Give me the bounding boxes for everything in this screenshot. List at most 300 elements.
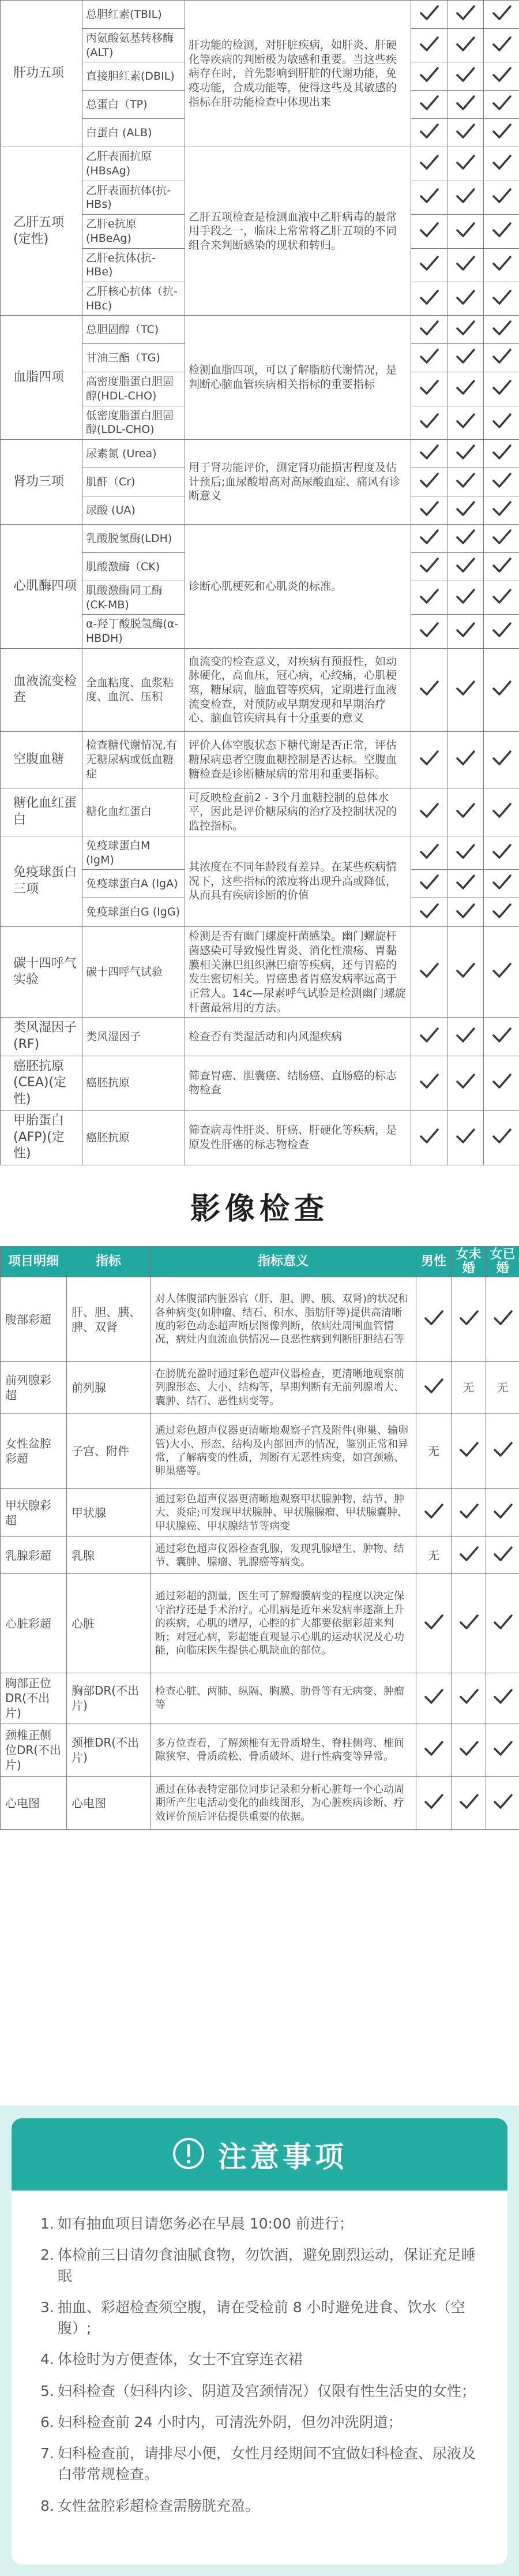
note-item — [40, 2496, 484, 2517]
check-icon — [417, 62, 441, 87]
check-icon — [453, 440, 477, 464]
lab-item: 免疫球蛋白A (IgA) — [82, 870, 185, 898]
lab-category: 心肌酶四项 — [1, 525, 82, 649]
male-check-cell — [416, 1489, 452, 1537]
imaging-row — [1, 1489, 519, 1537]
female-married-check-cell — [484, 29, 519, 62]
note-text: 如有抽血项目请您务必在早晨 10:00 前进行； — [57, 2215, 353, 2232]
imaging-item: 颈椎DR(不出片) — [67, 1723, 151, 1777]
lab-row — [1, 316, 519, 344]
male-check-cell — [416, 1723, 452, 1777]
female-married-check-cell — [484, 870, 519, 898]
imaging-category: 颈椎正侧位DR(不出片) — [1, 1723, 67, 1777]
check-icon — [490, 1124, 514, 1148]
male-check-cell — [411, 62, 447, 91]
female-unmarried-check-cell — [452, 1574, 486, 1673]
check-icon — [453, 409, 477, 433]
lab-description: 肝功能的检测，对肝脏疾病，如肝炎、肝硬化等疾病的判断极为敏感和重要。当这些疾病存在时，首先影响到肝脏的代谢功能，免疫功能，合成功能等，使得这些及其敏感的指标在肝功能检查中体现出来 — [185, 1, 411, 147]
check-icon — [417, 91, 441, 115]
header-female-married: 女已婚 — [486, 1247, 519, 1277]
lab-description: 筛查病毒性肝炎、肝癌、肝硬化等疾病，是原发性肝癌的标志物检查 — [185, 1111, 411, 1165]
female-married-check-cell — [484, 525, 519, 553]
check-icon — [490, 584, 514, 608]
lab-category: 碳十四呼气实验 — [1, 927, 82, 1018]
male-check-cell — [411, 525, 447, 553]
female-married-check-cell — [484, 282, 519, 315]
male-check-cell — [411, 788, 447, 836]
check-icon — [453, 870, 477, 894]
header-item: 指标 — [67, 1247, 151, 1277]
male-check-cell — [411, 468, 447, 496]
female-unmarried-check-cell — [447, 147, 484, 181]
imaging-description: 通过彩色超声仪器更清晰地观察甲状腺肿物、结节、肿大、炎症;可发现甲状腺肿、甲状腺腺瘤、甲状腺囊肿、甲状腺癌、甲状腺结节等病变 — [151, 1489, 416, 1537]
check-icon — [490, 496, 514, 521]
female-married-check-cell — [484, 62, 519, 91]
check-icon — [490, 344, 514, 368]
check-icon — [490, 184, 514, 208]
male-check-cell — [411, 836, 447, 869]
imaging-description: 在膀胱充盈时通过彩色超声仪器检查，更清晰地观察前列腺形态、大小、结构等，早期判断有无前列腺增大、囊肿、结石、恶性病变等。 — [151, 1362, 416, 1414]
note-number: 1. — [40, 2215, 54, 2232]
imaging-category: 甲状腺彩超 — [1, 1489, 67, 1537]
female-married-check-cell — [484, 581, 519, 615]
lab-description: 诊断心肌梗死和心肌炎的标准。 — [185, 525, 411, 649]
imaging-item: 甲状腺 — [67, 1489, 151, 1537]
female-unmarried-check-cell — [447, 344, 484, 372]
male-check-cell — [411, 248, 447, 282]
female-unmarried-check-cell — [447, 215, 484, 248]
note-number: 8. — [40, 2497, 54, 2514]
note-item — [40, 2412, 484, 2433]
check-icon — [490, 251, 514, 275]
lab-row — [1, 1, 519, 29]
check-icon — [422, 1736, 446, 1760]
male-check-cell — [411, 406, 447, 439]
female-married-check-cell — [484, 215, 519, 248]
lab-item: 总蛋白（TP) — [82, 91, 185, 119]
check-icon — [453, 618, 477, 642]
notes-card — [12, 2118, 507, 2564]
check-icon — [453, 1124, 477, 1148]
female-married-check-cell — [484, 898, 519, 927]
check-icon — [453, 1023, 477, 1047]
male-check-cell — [416, 1777, 452, 1830]
female-married-check-cell — [484, 119, 519, 147]
check-icon — [422, 1499, 446, 1523]
female-unmarried-check-cell — [447, 316, 484, 344]
female-married-check-cell — [486, 1362, 519, 1414]
male-check-cell — [411, 615, 447, 648]
female-married-check-cell — [486, 1673, 519, 1723]
check-icon — [457, 1610, 481, 1634]
female-unmarried-check-cell — [452, 1777, 486, 1830]
imaging-description: 通过在体表特定部位同步记录和分析心脏每一个心动周期所产生电活动变化的曲线图形，为心脏疾病诊断、疗效评价预后评估提供重要的依据。 — [151, 1777, 416, 1830]
imaging-row — [1, 1362, 519, 1414]
check-icon — [490, 958, 514, 982]
lab-item: 乙肝e抗原(HBeAg) — [82, 215, 185, 248]
lab-item: 白蛋白 (ALB) — [82, 119, 185, 147]
lab-item: 免疫球蛋白M (IgM) — [82, 836, 185, 869]
header-female-unmarried: 女未婚 — [452, 1247, 486, 1277]
imaging-description: 多方位查看，了解颈椎有无骨质增生、脊柱侧弯、椎间隙狭窄、骨质疏松、骨质破坏、进行性病变等异常。 — [151, 1723, 416, 1777]
lab-item: 直接胆红素(DBIL) — [82, 62, 185, 91]
imaging-item: 乳腺 — [67, 1537, 151, 1574]
imaging-description: 通过彩超的测量，医生可了解瓣膜病变的程度以决定保守治疗还是手术治疗。心肌病是近年来发病率逐渐上升的疾病，心肌的增厚，心腔的扩大都要依据彩超来判断；对冠心病，彩超能直观显示心肌的运动状况及心功能，向临床医生提供心肌缺血的部位。 — [151, 1574, 416, 1673]
check-icon — [417, 958, 441, 982]
check-icon — [453, 91, 477, 115]
check-icon — [417, 409, 441, 433]
check-icon — [457, 1499, 481, 1523]
female-married-check-cell — [484, 248, 519, 282]
lab-item: 类风湿因子 — [82, 1018, 185, 1056]
female-married-check-cell — [486, 1537, 519, 1574]
check-icon — [490, 32, 514, 56]
check-icon — [453, 525, 477, 549]
check-icon — [490, 285, 514, 309]
check-icon — [417, 1, 441, 25]
lab-item: 总胆固醇（TC) — [82, 316, 185, 344]
check-icon — [417, 496, 441, 521]
male-check-cell — [416, 1414, 452, 1489]
note-number: 2. — [40, 2246, 54, 2264]
female-married-check-cell — [484, 1111, 519, 1165]
check-icon — [491, 1736, 515, 1760]
male-check-cell — [411, 91, 447, 119]
imaging-header-row — [1, 1247, 519, 1277]
imaging-category: 女性盆腔彩超 — [1, 1414, 67, 1489]
check-icon — [453, 1069, 477, 1093]
female-unmarried-check-cell — [447, 181, 484, 214]
check-icon — [453, 676, 477, 700]
check-icon — [491, 1684, 515, 1708]
check-icon — [457, 1789, 481, 1814]
check-icon — [490, 798, 514, 822]
lab-category: 肾功三项 — [1, 440, 82, 525]
female-unmarried-check-cell — [447, 119, 484, 147]
check-icon — [457, 1437, 481, 1461]
female-unmarried-check-cell — [447, 788, 484, 836]
check-icon — [491, 1306, 515, 1330]
female-unmarried-check-cell — [452, 1489, 486, 1537]
female-married-check-cell — [484, 1, 519, 29]
note-text: 女性盆腔彩超检查需膀胱充盈。 — [57, 2497, 260, 2514]
lab-description: 评价人体空腹状态下糖代谢是否正常，评估糖尿病患者空腹血糖控制是否达标。空腹血糖检查是诊断糖尿病的常用和重要指标。 — [185, 731, 411, 788]
female-unmarried-check-cell — [447, 440, 484, 468]
check-icon — [491, 1437, 515, 1461]
male-check-cell — [411, 553, 447, 581]
lab-description: 其浓度在不同年龄段有差异。在某些疾病情况下，这些指标的浓度将出现升高或降低，从而具有疾病诊断的价值 — [185, 836, 411, 926]
lab-description: 筛查胃癌、胆囊癌、结肠癌、直肠癌的标志物检查 — [185, 1056, 411, 1111]
note-item — [40, 2381, 484, 2402]
note-item — [40, 2349, 484, 2370]
check-icon — [417, 375, 441, 399]
header-category: 项目明细 — [1, 1247, 67, 1277]
check-icon — [491, 1789, 515, 1814]
imaging-section-title: 影像检查 — [190, 1191, 329, 1227]
lab-row — [1, 788, 519, 836]
female-married-check-cell — [486, 1777, 519, 1830]
not-applicable-label: 无 — [428, 1444, 439, 1458]
female-unmarried-check-cell — [447, 731, 484, 788]
lab-row — [1, 1111, 519, 1165]
female-unmarried-check-cell — [447, 553, 484, 581]
check-icon — [490, 316, 514, 340]
check-icon — [417, 525, 441, 549]
female-unmarried-check-cell — [452, 1673, 486, 1723]
male-check-cell — [416, 1673, 452, 1723]
notes-list — [12, 2190, 507, 2517]
male-check-cell — [416, 1537, 452, 1574]
note-text: 体检前三日请勿食油腻食物，勿饮酒，避免剧烈运动，保证充足睡眠 — [57, 2246, 476, 2285]
male-check-cell — [411, 1111, 447, 1165]
female-married-check-cell — [486, 1277, 519, 1362]
lab-row — [1, 1056, 519, 1111]
imaging-row — [1, 1777, 519, 1830]
female-married-check-cell — [486, 1723, 519, 1777]
female-unmarried-check-cell — [452, 1537, 486, 1574]
check-icon — [417, 251, 441, 275]
male-check-cell — [416, 1574, 452, 1673]
check-icon — [490, 468, 514, 492]
lab-category: 血液流变检查 — [1, 648, 82, 731]
male-check-cell — [411, 898, 447, 927]
check-icon — [490, 553, 514, 577]
note-text: 妇科检查前，请排尽小便，女性月经期间不宜做妇科检查、尿液及白带常规检查。 — [57, 2445, 476, 2483]
note-text: 体检时为方便查体，女士不宜穿连衣裙 — [57, 2351, 303, 2368]
check-icon — [453, 32, 477, 56]
lab-item: 乙肝表面抗原(HBsAg) — [82, 147, 185, 181]
check-icon — [491, 1499, 515, 1523]
lab-item: 肌酐（Cr) — [82, 468, 185, 496]
check-icon — [417, 316, 441, 340]
lab-description: 检测血脂四项，可以了解脂肪代谢情况，是判断心脑血管疾病相关指标的重要指标 — [185, 316, 411, 440]
female-married-check-cell — [484, 440, 519, 468]
warning-icon — [172, 2137, 205, 2173]
lab-row — [1, 525, 519, 553]
check-icon — [453, 150, 477, 174]
check-icon — [422, 1306, 446, 1330]
check-icon — [453, 553, 477, 577]
lab-category: 空腹血糖 — [1, 731, 82, 788]
lab-description: 可反映检查前2 - 3个月血糖控制的总体水平，因此是评价糖尿病的治疗及控制状况的监控指标。 — [185, 788, 411, 836]
lab-item: 全血粘度、血浆粘度、血沉、压积 — [82, 648, 185, 731]
lab-item: 癌胚抗原 — [82, 1111, 185, 1165]
male-check-cell — [411, 1056, 447, 1111]
lab-item: 乳酸脱氢酶(LDH) — [82, 525, 185, 553]
imaging-row — [1, 1414, 519, 1489]
not-applicable-label: 无 — [497, 1380, 509, 1394]
lab-item: 乙肝表面抗体(抗-HBs) — [82, 181, 185, 214]
imaging-category: 心电图 — [1, 1777, 67, 1830]
lab-item: 肌酸激酶同工酶(CK-MB) — [82, 581, 185, 615]
lab-row — [1, 1018, 519, 1056]
check-icon — [457, 1542, 481, 1566]
lab-item: 尿酸 (UA) — [82, 496, 185, 525]
female-married-check-cell — [484, 91, 519, 119]
lab-item: 糖化血红蛋白 — [82, 788, 185, 836]
note-text: 抽血、彩超检查须空腹，请在受检前 8 小时避免进食、饮水（空腹）; — [57, 2298, 465, 2336]
check-icon — [491, 1542, 515, 1566]
check-icon — [417, 1069, 441, 1093]
check-icon — [490, 839, 514, 863]
imaging-description: 检查心脏、两肺、纵隔、胸膜、肋骨等有无病变、肿瘤等 — [151, 1673, 416, 1723]
male-check-cell — [411, 927, 447, 1018]
check-icon — [453, 184, 477, 208]
female-married-check-cell — [484, 181, 519, 214]
check-icon — [490, 525, 514, 549]
note-number: 7. — [40, 2445, 54, 2462]
check-icon — [491, 1610, 515, 1634]
check-icon — [490, 618, 514, 642]
check-icon — [457, 1736, 481, 1760]
female-married-check-cell — [484, 406, 519, 439]
female-unmarried-check-cell — [447, 372, 484, 406]
check-icon — [490, 676, 514, 700]
check-icon — [417, 553, 441, 577]
male-check-cell — [416, 1277, 452, 1362]
lab-row — [1, 836, 519, 869]
check-icon — [422, 1610, 446, 1634]
check-icon — [453, 584, 477, 608]
female-married-check-cell — [484, 1056, 519, 1111]
not-applicable-label: 无 — [428, 1548, 439, 1562]
imaging-description: 通过彩色超声仪器更清晰地观察子宫及附件(卵巢、输卵管)大小、形态、结构及内部回声的情况，鉴别正常和异常，了解病变的性质，判断有无恶性病变，如宫颈癌、卵巢癌等。 — [151, 1414, 416, 1489]
header-male: 男性 — [416, 1247, 452, 1277]
check-icon — [490, 375, 514, 399]
lab-item: 总胆红素(TBIL) — [82, 1, 185, 29]
check-icon — [490, 899, 514, 923]
check-icon — [453, 119, 477, 143]
female-married-check-cell — [484, 316, 519, 344]
check-icon — [417, 150, 441, 174]
check-icon — [417, 870, 441, 894]
lab-description: 乙肝五项检查是检测血液中乙肝病毒的最常用手段之一，临床上常常将乙肝五项的不同组合来判断感染的现状和转归。 — [185, 147, 411, 316]
female-married-check-cell — [484, 731, 519, 788]
note-number: 3. — [40, 2298, 54, 2316]
check-icon — [453, 839, 477, 863]
lab-item: 甘油三酯（TG) — [82, 344, 185, 372]
check-icon — [453, 798, 477, 822]
female-married-check-cell — [484, 615, 519, 648]
check-icon — [453, 468, 477, 492]
female-married-check-cell — [484, 1018, 519, 1056]
lab-category: 血脂四项 — [1, 316, 82, 440]
check-icon — [417, 1023, 441, 1047]
lab-item: 尿素氮 (Urea) — [82, 440, 185, 468]
female-married-check-cell — [484, 648, 519, 731]
lab-category: 肝功五项 — [1, 1, 82, 147]
female-married-check-cell — [484, 553, 519, 581]
check-icon — [417, 184, 441, 208]
female-unmarried-check-cell — [452, 1414, 486, 1489]
female-unmarried-check-cell — [447, 870, 484, 898]
lab-item: 免疫球蛋白G (IgG) — [82, 898, 185, 927]
imaging-table — [0, 1246, 519, 1830]
check-icon — [453, 375, 477, 399]
lab-description: 检查否有类湿活动和内风湿疾病 — [185, 1018, 411, 1056]
female-married-check-cell — [486, 1574, 519, 1673]
check-icon — [453, 218, 477, 242]
imaging-description: 对人体腹部内脏器官（肝、胆、脾、胰、双肾)的状况和各种病变(如肿瘤、结石、积水、脂肪肝等)提供高清晰度的彩色动态超声断层图像判断，依病灶周围血管情况，病灶内血流血供情况—良恶性病到判断肝胆结石等 — [151, 1277, 416, 1362]
check-icon — [417, 798, 441, 822]
female-unmarried-check-cell — [447, 927, 484, 1018]
female-married-check-cell — [484, 344, 519, 372]
check-icon — [453, 899, 477, 923]
check-icon — [422, 1374, 446, 1398]
check-icon — [453, 316, 477, 340]
check-icon — [490, 119, 514, 143]
lab-item: 癌胚抗原 — [82, 1056, 185, 1111]
check-icon — [417, 440, 441, 464]
male-check-cell — [411, 147, 447, 181]
male-check-cell — [411, 344, 447, 372]
male-check-cell — [411, 181, 447, 214]
check-icon — [490, 440, 514, 464]
lab-item: 检查糖代谢情况,有无糖尿病或低血糖症 — [82, 731, 185, 788]
female-unmarried-check-cell — [447, 1056, 484, 1111]
check-icon — [417, 584, 441, 608]
imaging-item: 肝、胆、胰、脾、双肾 — [67, 1277, 151, 1362]
check-icon — [453, 62, 477, 87]
imaging-category: 腹部彩超 — [1, 1277, 67, 1362]
imaging-row — [1, 1277, 519, 1362]
check-icon — [417, 1124, 441, 1148]
check-icon — [490, 91, 514, 115]
note-text: 妇科检查前 24 小时内，可清洗外阴，但勿冲洗阴道； — [57, 2413, 403, 2431]
check-icon — [417, 746, 441, 770]
notes-title: 注意事项 — [218, 2140, 347, 2174]
note-item — [40, 2214, 484, 2234]
lab-description: 检测是否有幽门螺旋杆菌感染。幽门螺旋杆菌感染可导致慢性胃炎、消化性溃疡、胃黏膜相关淋巴组织淋巴瘤等疾病，还与胃癌的发生密切相关。胃癌患者胃癌发病率远高于正常人。14c—尿素呼气试验是检测幽门螺旋杆菌最常用的方法。 — [185, 927, 411, 1018]
imaging-category: 心脏彩超 — [1, 1574, 67, 1673]
check-icon — [453, 285, 477, 309]
female-unmarried-check-cell — [447, 1018, 484, 1056]
check-icon — [490, 1023, 514, 1047]
note-text: 妇科检查（妇科内诊、阴道及宫颈情况）仅限有性生活史的女性； — [57, 2382, 476, 2399]
male-check-cell — [411, 870, 447, 898]
imaging-category: 乳腺彩超 — [1, 1537, 67, 1574]
imaging-category: 胸部正位DR(不出片) — [1, 1673, 67, 1723]
female-unmarried-check-cell — [447, 1, 484, 29]
check-icon — [453, 496, 477, 521]
female-unmarried-check-cell — [447, 1111, 484, 1165]
imaging-item: 心电图 — [67, 1777, 151, 1830]
check-icon — [422, 1684, 446, 1708]
check-icon — [417, 839, 441, 863]
lab-item: 高密度脂蛋白胆固醇(HDL-CHO) — [82, 372, 185, 406]
header-desc: 指标意义 — [151, 1247, 416, 1277]
male-check-cell — [411, 496, 447, 525]
lab-description: 血流变的检查意义，对疾病有预报性，如动脉硬化，高血压，冠心病，心绞痛，心肌梗塞，糖尿病，脑血管等疾病，定期进行血液流变检查，对预防或早期发现和早期治疗心、脑血管疾病具有十分重要的意义 — [185, 648, 411, 731]
note-item — [40, 2297, 484, 2339]
check-icon — [490, 746, 514, 770]
male-check-cell — [411, 119, 447, 147]
lab-category: 糖化血红蛋白 — [1, 788, 82, 836]
lab-row — [1, 927, 519, 1018]
imaging-category: 前列腺彩超 — [1, 1362, 67, 1414]
note-number: 6. — [40, 2413, 54, 2431]
check-icon — [417, 119, 441, 143]
female-unmarried-check-cell — [447, 496, 484, 525]
lab-description: 用于肾功能评价，测定肾功能损害程度及估计预后;血尿酸增高对高尿酸血症、痛风有诊断意义 — [185, 440, 411, 525]
notes-section — [0, 2106, 519, 2576]
female-unmarried-check-cell — [447, 615, 484, 648]
check-icon — [490, 62, 514, 87]
note-number: 5. — [40, 2382, 54, 2399]
imaging-row — [1, 1673, 519, 1723]
imaging-row — [1, 1574, 519, 1673]
male-check-cell — [411, 1, 447, 29]
